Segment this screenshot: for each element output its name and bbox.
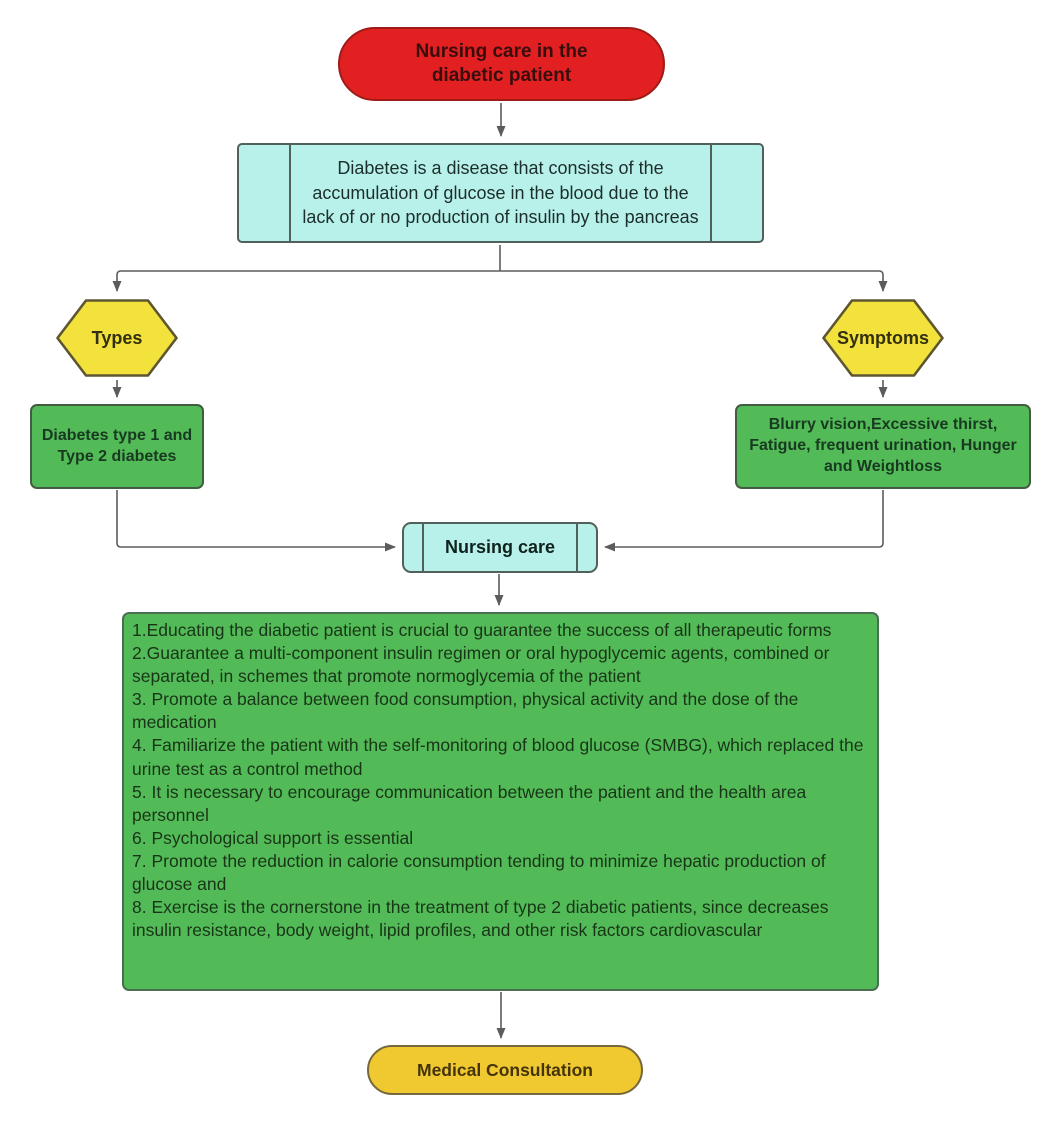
definition-label: Diabetes is a disease that consists of the accumulation of glucose in the blood due to the lack of or no production of insulin by the pancreas [302,158,699,228]
predefined-process-bar [289,145,291,241]
care-plan-node [122,612,879,991]
nursing-care-node [402,522,598,573]
consultation-node [367,1045,643,1095]
connector-definition-to-symptoms [500,271,883,291]
title-label: Nursing care in the diabetic patient [415,41,588,86]
care-plan-item: 3. Promote a balance between food consumption, physical activity and the dose of the medication [132,689,799,733]
consultation-label: Medical Consultation [417,1059,593,1080]
care-plan-item: 5. It is necessary to encourage communication between the patient and the health area personnel [132,781,807,825]
care-plan-item: 2.Guarantee a multi-component insulin regimen or oral hypoglycemic agents, combined or separated, in schemes that promote normoglycemia of the patient [132,643,830,687]
nursing-care-label: Nursing care [444,537,556,557]
care-plan-item: 6. Psychological support is essential [132,827,414,848]
types-detail-label: Diabetes type 1 and Type 2 diabetes [41,426,193,465]
care-plan-item: 8. Exercise is the cornerstone in the treatment of type 2 diabetic patients, since decreases insulin resistance, body weight, lipid profiles, and other risk factors cardiovascular [132,897,829,941]
symptoms-label: Symptoms [836,327,930,348]
care-plan-item: 7. Promote the reduction in calorie consumption tending to minimize hepatic production of glucose and [132,850,826,895]
connector-typesdetail-to-nursing [117,490,395,547]
types-label: Types [91,327,143,348]
symptoms-node [821,298,945,378]
symptoms-detail-label: Blurry vision,Excessive thirst, Fatigue, frequent urination, Hunger and Weightloss [749,416,1017,475]
predefined-process-bar [422,524,424,571]
connector-definition-to-types [117,271,500,291]
types-node [55,298,179,378]
predefined-process-bar [576,524,578,571]
care-plan-item: 4. Familiarize the patient with the self-monitoring of blood glucose (SMBG), which replaced the urine test as a control method [132,735,864,779]
connector-symptomsdetail-to-nursing [605,490,883,547]
symptoms-detail-node [735,404,1031,489]
types-detail-node [30,404,204,489]
title-node [338,27,665,101]
care-plan-item: 1.Educating the diabetic patient is crucial to guarantee the success of all therapeutic forms [132,620,832,640]
definition-node [237,143,764,243]
predefined-process-bar [710,145,712,241]
